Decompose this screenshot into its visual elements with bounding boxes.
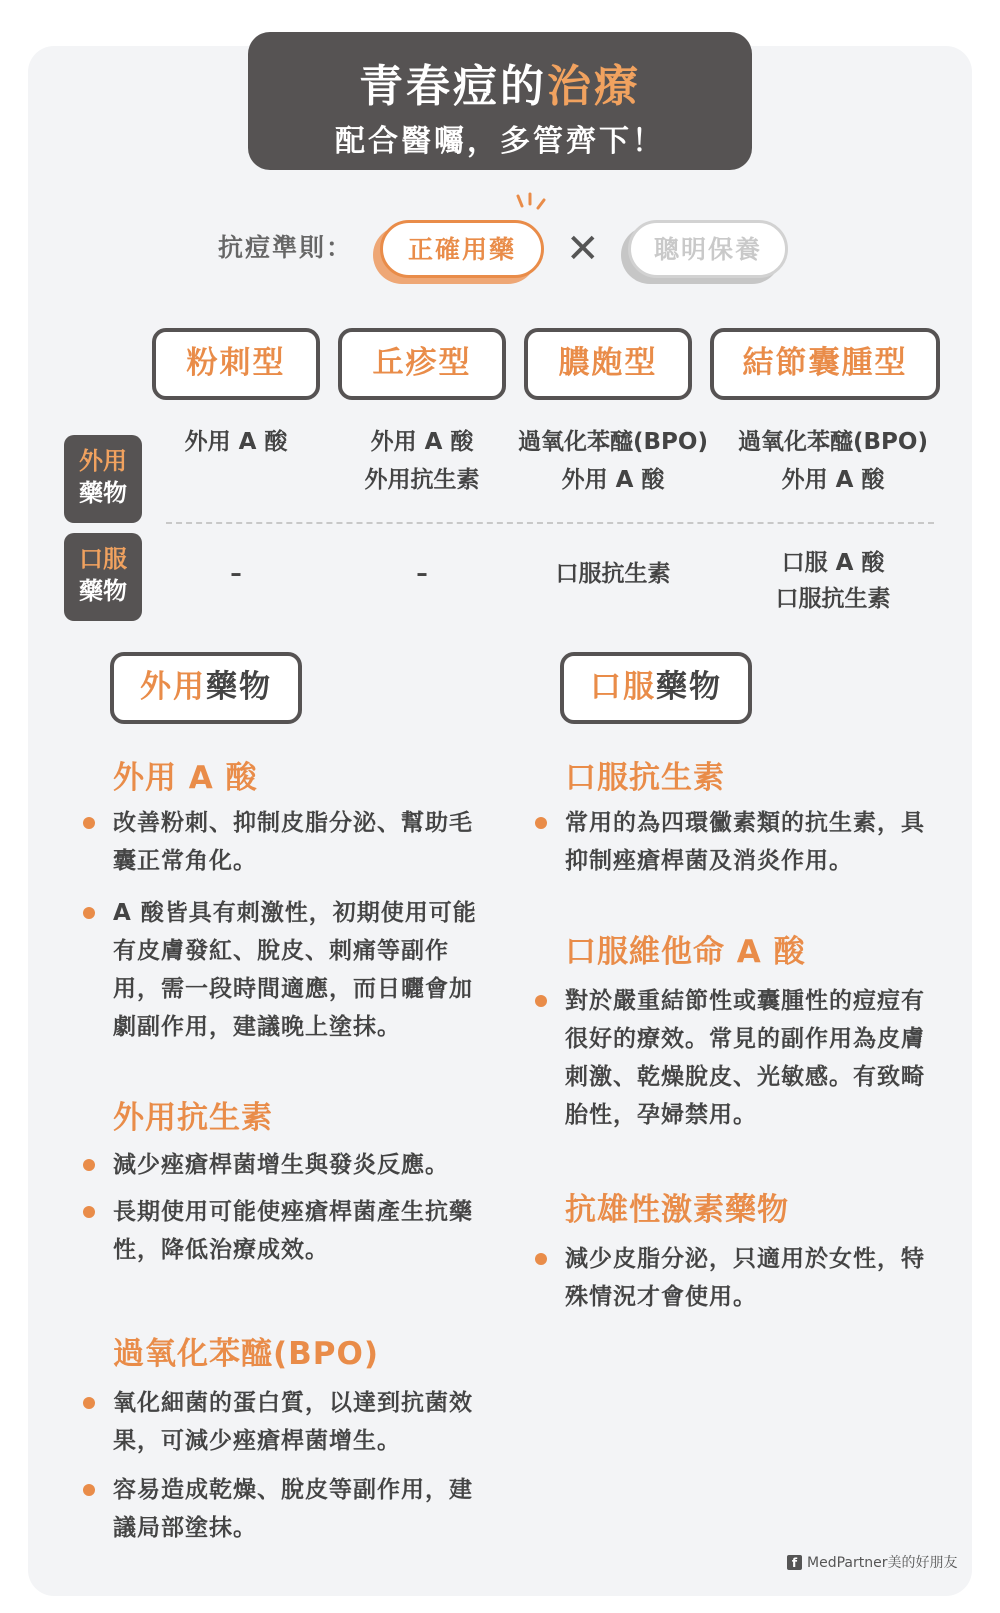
bullet-text: 改善粉刺、抑制皮脂分泌、幫助毛囊正常角化。: [113, 810, 473, 874]
heading-bpo: 過氧化苯醯(BPO): [113, 1336, 380, 1372]
heading-antiandrogen: 抗雄性激素藥物: [565, 1192, 789, 1228]
principle-correct-medication: 正確用藥: [380, 220, 544, 278]
row-label-topical: [64, 435, 142, 523]
heading-topical-antibiotic: 外用抗生素: [113, 1100, 273, 1136]
list-item: [113, 1146, 483, 1184]
times-icon: ✕: [566, 226, 600, 272]
bullet-dot-icon: [83, 1484, 95, 1496]
section-title-rest: 藥物: [206, 669, 272, 705]
type-pustular: 膿皰型: [524, 328, 692, 400]
bullet-text: 常用的為四環黴素類的抗生素，具抑制痤瘡桿菌及消炎作用。: [565, 810, 925, 874]
bullet-dot-icon: [535, 1253, 547, 1265]
bullet-text: 對於嚴重結節性或囊腫性的痘痘有很好的療效。常見的副作用為皮膚刺激、乾燥脫皮、光敏感。有致畸胎性，孕婦禁用。: [565, 988, 925, 1128]
principle-smart-skincare: 聰明保養: [628, 220, 788, 278]
bullet-dot-icon: [83, 1397, 95, 1409]
heading-topical-retinoid: 外用 A 酸: [113, 760, 258, 796]
table-cell: 外用 A 酸: [184, 429, 288, 455]
sparkle-icon: [512, 192, 552, 220]
bullet-dot-icon: [83, 1206, 95, 1218]
page-title: [248, 50, 752, 114]
list-item: [565, 1240, 935, 1316]
title-text: 青春痘的: [359, 61, 547, 112]
section-title-rest: 藥物: [656, 669, 722, 705]
list-item: [565, 804, 935, 880]
table-cell: –: [230, 561, 242, 587]
row-label-oral: [64, 533, 142, 621]
bullet-text: 氧化細菌的蛋白質，以達到抗菌效果，可減少痤瘡桿菌增生。: [113, 1390, 473, 1454]
oral-section-title: [560, 652, 752, 724]
bullet-text: 減少皮脂分泌，只適用於女性，特殊情況才會使用。: [565, 1246, 925, 1310]
row-label-oral-rest: 藥物: [79, 577, 127, 605]
bullet-dot-icon: [83, 907, 95, 919]
brand-footer: [787, 1552, 957, 1572]
type-papular: 丘疹型: [338, 328, 506, 400]
topical-section-title: [110, 652, 302, 724]
title-highlight: 治療: [547, 61, 641, 112]
table-cell: 外用 A 酸 外用抗生素: [364, 429, 480, 493]
bullet-dot-icon: [83, 1159, 95, 1171]
title-banner: [248, 32, 752, 170]
heading-oral-isotretinoin: 口服維他命 A 酸: [565, 934, 806, 970]
bullet-text: 容易造成乾燥、脫皮等副作用，建議局部塗抹。: [113, 1477, 473, 1541]
page-subtitle: 配合醫囑，多管齊下！: [335, 124, 665, 159]
table-cell: 口服 A 酸 口服抗生素: [775, 550, 891, 612]
brand-name: MedPartner美的好朋友: [807, 1555, 958, 1571]
bullet-dot-icon: [535, 995, 547, 1007]
list-item: [113, 1384, 483, 1460]
bullet-text: A 酸皆具有刺激性，初期使用可能有皮膚發紅、脫皮、刺痛等副作用，需一段時間適應，而日曬會加劇副作用，建議晚上塗抹。: [113, 900, 477, 1040]
list-item: [113, 894, 483, 1046]
section-title-hl: 外用: [140, 669, 206, 705]
row-label-topical-hl: 外用: [79, 447, 127, 475]
heading-oral-antibiotic: 口服抗生素: [565, 760, 725, 796]
list-item: [565, 982, 935, 1134]
list-item: [113, 1193, 483, 1269]
table-cell: 過氧化苯醯(BPO) 外用 A 酸: [738, 429, 928, 493]
facebook-icon: f: [787, 1555, 802, 1570]
bullet-text: 長期使用可能使痤瘡桿菌產生抗藥性，降低治療成效。: [113, 1199, 473, 1263]
row-label-topical-rest: 藥物: [79, 479, 127, 507]
list-item: [113, 804, 483, 880]
bullet-text: 減少痤瘡桿菌增生與發炎反應。: [113, 1152, 449, 1178]
table-cell: –: [416, 561, 428, 587]
row-divider: [166, 522, 934, 524]
table-cell: 過氧化苯醯(BPO) 外用 A 酸: [518, 429, 708, 493]
bullet-dot-icon: [535, 817, 547, 829]
type-nodulocystic: 結節囊腫型: [710, 328, 940, 400]
type-comedonal: 粉刺型: [152, 328, 320, 400]
table-cell: 口服抗生素: [555, 561, 671, 587]
bullet-dot-icon: [83, 817, 95, 829]
section-title-hl: 口服: [590, 669, 656, 705]
row-label-oral-hl: 口服: [79, 545, 127, 573]
principle-label: 抗痘準則：: [218, 233, 354, 262]
list-item: [113, 1471, 483, 1547]
